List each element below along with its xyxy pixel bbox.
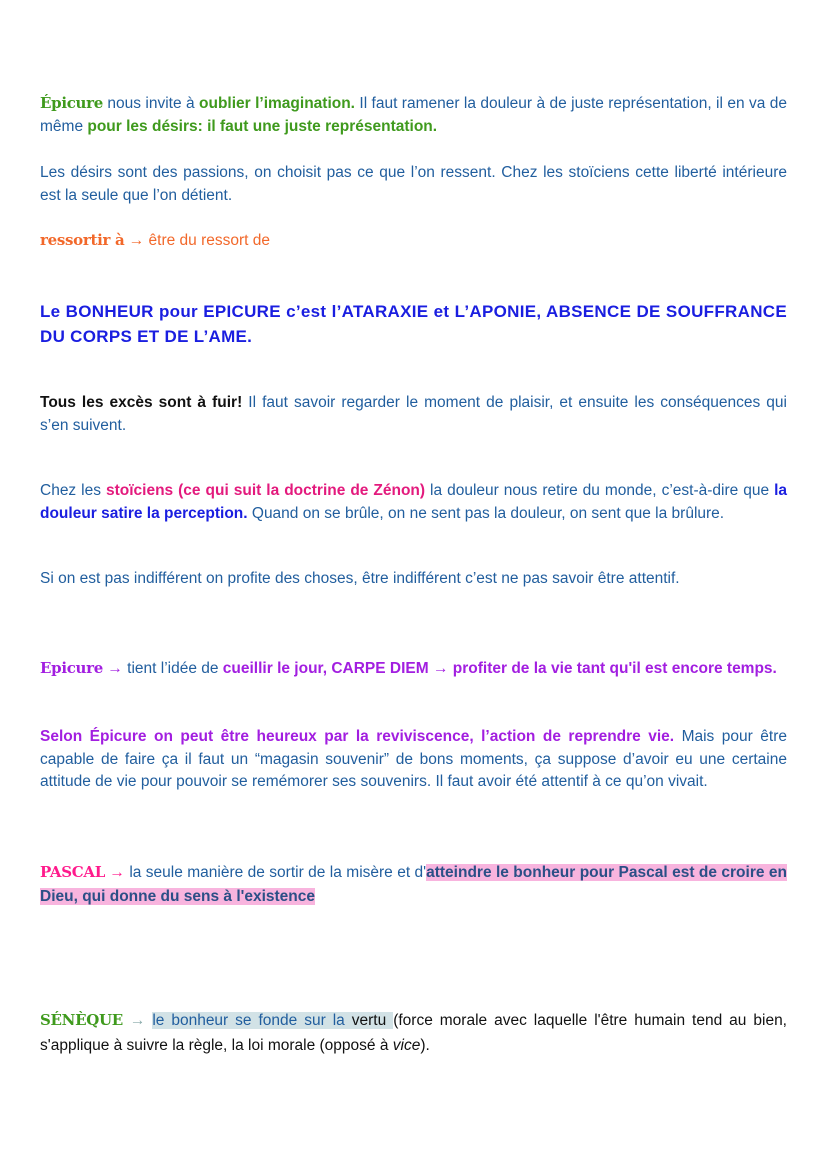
paragraph-indifferent: Si on est pas indifférent on profite des choses, être indifférent c’est ne pas savoir être attentif.	[40, 570, 680, 587]
emphasis: cueillir le jour, CARPE DIEM → profiter de la vie tant qu'il est encore temps.	[222, 660, 777, 677]
heading-pascal: PASCAL	[40, 863, 105, 881]
text: Quand on se brûle, on ne sent pas la douleur, on sent que la brûlure.	[247, 504, 725, 522]
heading-epicure: Epicure	[40, 659, 104, 677]
paragraph-seneque	[40, 1008, 787, 1058]
definition: → être du ressort de	[124, 232, 271, 249]
text: la seule manière de sortir de la misère et d'	[129, 864, 427, 881]
highlighted-emphasis: atteindre le bonheur pour Pascal est de croire en Dieu, qui donne du sens à l'existence	[40, 864, 787, 905]
arrow: →	[104, 864, 130, 881]
paragraph-carpe-diem	[40, 657, 787, 681]
text: nous invite à	[103, 95, 200, 112]
text: ).	[420, 1037, 430, 1054]
text: Chez les	[40, 482, 106, 499]
arrow: →	[122, 1012, 153, 1029]
text: tient l’idée de	[127, 660, 223, 677]
emphasis: oublier l’imagination.	[199, 95, 355, 112]
highlighted-text: le bonheur se fonde sur la	[152, 1012, 352, 1029]
emphasis: la douleur satire la perception.	[40, 482, 787, 522]
emphasis: Tous les excès sont à fuir!	[40, 394, 243, 411]
paragraph-stoiciens	[40, 480, 787, 525]
emphasis: Selon Épicure on peut être heureux par la reviviscence, l’action de reprendre vie.	[40, 728, 675, 745]
emphasis: stoïciens (ce qui suit la doctrine de Zénon)	[105, 482, 426, 499]
text: (force morale avec laquelle l'être humain tend au bien, s'applique à suivre la règle, la loi morale (opposé à	[40, 1012, 787, 1054]
text: Il faut savoir regarder le moment de plaisir, et ensuite les conséquences qui s’en suivent.	[40, 394, 787, 434]
paragraph-exces	[40, 392, 787, 437]
emphasis: pour les désirs: il faut une juste représentation.	[87, 117, 438, 135]
italic-word: vice	[392, 1037, 421, 1054]
paragraph-reviviscence	[40, 726, 787, 794]
text: Mais pour être capable de faire ça il faut un “magasin souvenir” de bons moments, ça suppose d’avoir eu une certaine attitude de vie pour pouvoir se remémorer ses souvenirs. Il faut avoir été attentif à ce qu’on vivait.	[40, 728, 787, 790]
text: la douleur nous retire du monde, c’est-à-dire que	[425, 482, 775, 499]
term: ressortir à	[40, 231, 125, 249]
heading-epicure: Épicure	[40, 94, 104, 112]
paragraph-ressortir	[40, 229, 787, 253]
highlighted-word: vertu	[351, 1012, 394, 1029]
arrow: →	[103, 660, 128, 677]
text: Il faut ramener la douleur à de juste représentation, il en va de même	[40, 95, 787, 135]
paragraph-bonheur-epicure: Le BONHEUR pour EPICURE c’est l’ATARAXIE et L’APONIE, ABSENCE DE SOUFFRANCE DU CORPS ET DE L’AME.	[40, 302, 787, 346]
heading-seneque: SÉNÈQUE	[40, 1011, 123, 1029]
paragraph-pascal	[40, 860, 787, 909]
paragraph-desirs: Les désirs sont des passions, on choisit pas ce que l’on ressent. Chez les stoïciens cette liberté intérieure est la seule que l’on détient.	[40, 164, 787, 204]
paragraph-epicure-imagination	[40, 92, 787, 138]
